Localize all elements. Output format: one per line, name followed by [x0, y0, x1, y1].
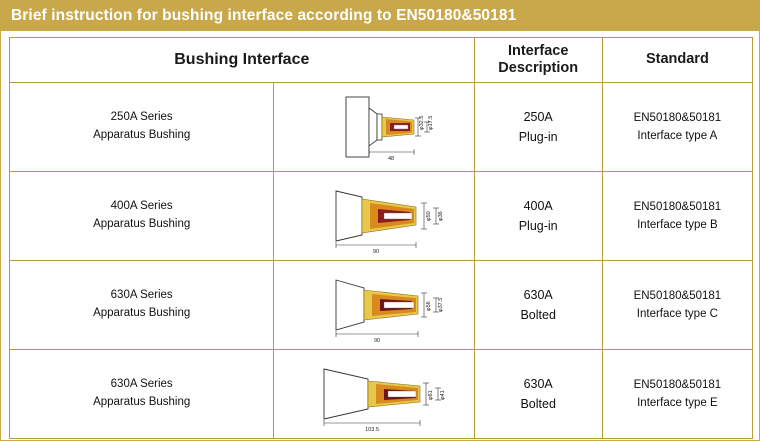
table-row [10, 350, 753, 439]
dim-label-diameter-outer: φ61 [428, 390, 435, 400]
row-standard-cell [602, 172, 752, 261]
row-description-cell [474, 172, 602, 261]
row-name-line1: 250A Series [110, 111, 173, 124]
row-description-line1: 630A [523, 377, 553, 391]
table-row [10, 261, 753, 350]
row-name-line2: Apparatus Bushing [93, 129, 191, 141]
bushing-250a-svg [274, 84, 474, 170]
bushing-400a-svg [274, 173, 474, 259]
row-description-cell [474, 83, 602, 172]
table-row [10, 172, 753, 261]
row-figure-cell [274, 83, 474, 172]
row-name-cell [10, 350, 274, 439]
column-header-interface-description-line1: Interface [507, 42, 569, 59]
row-name-line1: 630A Series [110, 378, 173, 391]
row-figure-cell [274, 172, 474, 261]
dim-label-diameter-outer: φ50 [426, 211, 433, 221]
row-name-line2: Apparatus Bushing [93, 218, 191, 230]
row-standard-line2: Interface type B [637, 219, 718, 231]
row-name-line2: Apparatus Bushing [93, 307, 191, 319]
dim-label-diameter-inner: φ37.5 [438, 297, 445, 312]
row-description-line1: 630A [523, 288, 553, 302]
row-standard-line2: Interface type A [637, 130, 718, 142]
dim-label-diameter-inner: φ41 [440, 390, 447, 400]
bushing-630c-drawing [274, 262, 474, 348]
row-description-line2: Bolted [520, 397, 556, 411]
row-standard-line1: EN50180&50181 [633, 200, 722, 213]
dim-label-diameter-outer: φ56 [426, 301, 433, 311]
bushing-interface-table [9, 37, 753, 439]
bushing-400a-drawing [274, 173, 474, 259]
column-header-interface-description-line2: Description [498, 60, 579, 76]
row-name-line1: 400A Series [110, 200, 173, 213]
row-standard-cell [602, 83, 752, 172]
row-name-line2: Apparatus Bushing [93, 396, 191, 408]
dim-label-length: 48 [388, 156, 395, 162]
row-standard-line1: EN50180&50181 [633, 111, 722, 124]
column-header-standard: Standard [602, 38, 752, 83]
row-figure-cell [274, 350, 474, 439]
bushing-630e-svg [274, 351, 474, 437]
row-standard-cell [602, 350, 752, 439]
row-standard-line1: EN50180&50181 [633, 378, 722, 391]
row-name-cell [10, 261, 274, 350]
row-description-cell [474, 350, 602, 439]
dim-label-length: 90 [373, 249, 380, 255]
row-name-line1: 630A Series [110, 289, 173, 302]
row-standard-line2: Interface type C [636, 308, 718, 320]
bushing-630e-drawing [274, 351, 474, 437]
dim-label-length: 103.5 [365, 427, 380, 433]
dim-label-diameter-inner: φ17.5 [428, 115, 435, 130]
row-description-line1: 250A [523, 110, 553, 124]
table-header-row [10, 38, 753, 83]
row-description-line1: 400A [523, 199, 553, 213]
title-bar [1, 1, 759, 31]
column-header-bushing-interface: Bushing Interface [10, 38, 475, 83]
row-name-cell [10, 83, 274, 172]
row-name-cell [10, 172, 274, 261]
dim-label-diameter-inner: φ36 [438, 211, 445, 221]
page-title: Brief instruction for bushing interface according to EN50180&50181 [11, 7, 517, 24]
row-description-line2: Plug-in [518, 130, 558, 144]
dim-label-length: 90 [374, 338, 381, 344]
row-description-cell [474, 261, 602, 350]
bushing-630c-svg [274, 262, 474, 348]
dim-label-diameter-outer: φ32.5 [419, 115, 426, 130]
table-row [10, 83, 753, 172]
row-figure-cell [274, 261, 474, 350]
row-standard-cell [602, 261, 752, 350]
column-header-interface-description [474, 38, 602, 83]
bushing-250a-drawing [274, 84, 474, 170]
row-description-line2: Bolted [520, 308, 556, 322]
row-standard-line1: EN50180&50181 [633, 289, 722, 302]
table-container [1, 31, 759, 441]
row-description-line2: Plug-in [518, 219, 558, 233]
row-standard-line2: Interface type E [637, 397, 718, 409]
